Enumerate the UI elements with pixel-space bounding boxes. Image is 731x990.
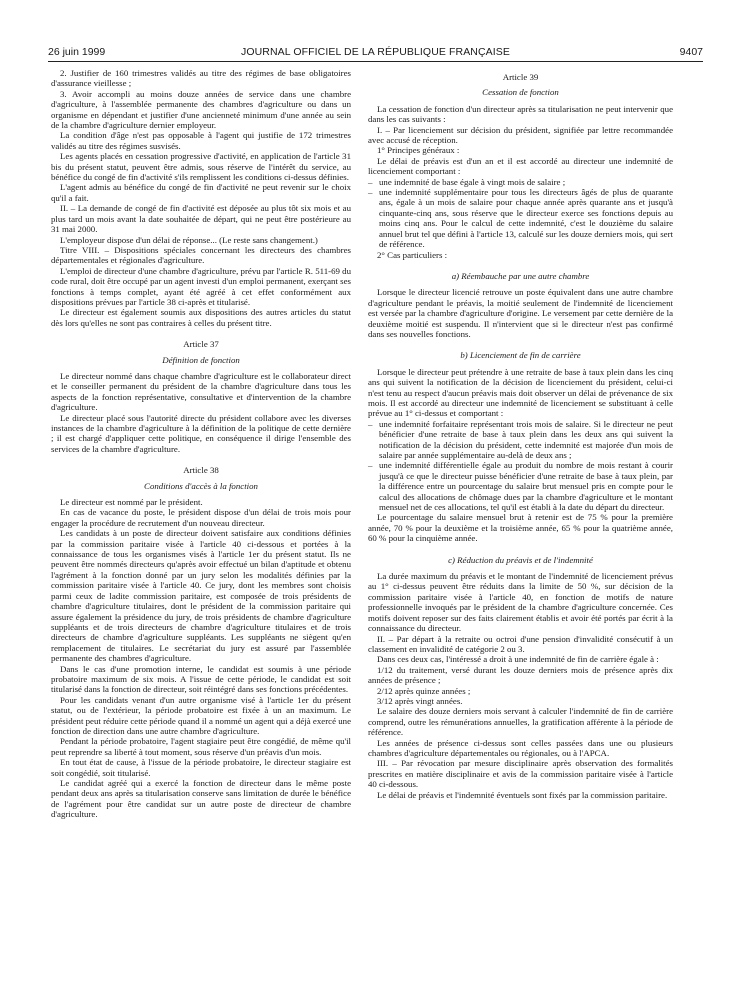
paragraph: Pendant la période probatoire, l'agent stagiaire peut être congédié, de même qu'il peut reprendre sa liberté à tout moment, sous réserve d'un préavis d'un mois. [51, 736, 351, 757]
paragraph: 2/12 après quinze années ; [377, 685, 471, 696]
article-38-subtitle: Conditions d'accès à la fonction [144, 480, 258, 491]
paragraph: 1° Principes généraux : [377, 145, 460, 156]
paragraph: Le pourcentage du salaire mensuel brut à retenir est de 75 % pour la première année, 70 % pour la deuxième et la troisième année, 65 % pour la quatrième année, 60 % pour la cinquième année. [368, 512, 673, 544]
paragraph: Le salaire des douze derniers mois servant à calculer l'indemnité de fin de carrière comprend, outre les rémunérations annuelles, la gratification afférente à la période de référence. [368, 706, 673, 738]
paragraph: III. – Par révocation par mesure disciplinaire après observation des formalités prescrites en matière disciplinaire et avis de la commission paritaire visée à l'article 40 ci-dessous. [368, 758, 673, 790]
section-c-heading: c) Réduction du préavis et de l'indemnité [448, 554, 593, 565]
article-38-heading: Article 38 [183, 465, 219, 476]
right-column [368, 68, 673, 800]
paragraph: Lorsque le directeur peut prétendre à une retraite de base à taux plein dans les cinq ans qui suivent la notification de la décision de licenciement du président, celui-ci n'est tenu au respect d'aucun préavis mais doit observer un délai de prévenance de six mois. Il est accordé au directeur une indemnité de licenciement se substituant à celle prévue au 1° ci-dessus et comportant : [368, 366, 673, 419]
list-item: – une indemnité forfaitaire représentant trois mois de salaire. Si le directeur ne peut bénéficier d'une retraite de base à taux plein dans les deux ans qui suivent la notification de la décision du président, cette indemnité est majorée d'un mois de salaire par année supplémentaire au-delà de deux ans ; [368, 419, 673, 461]
list-item: – une indemnité de base égale à vingt mois de salaire ; [368, 177, 673, 187]
paragraph: 3/12 après vingt années. [377, 695, 463, 706]
header-date: 26 juin 1999 [48, 46, 106, 58]
indemnity-list [368, 177, 673, 250]
section-a-heading: a) Réembauche par une autre chambre [451, 270, 590, 281]
paragraph: Le candidat agréé qui a exercé la fonction de directeur dans le même poste pendant deux ans après sa titularisation conserve sans limitation de durée le bénéfice de l'agrément pour être candidat sur un autre poste de directeur de chambre d'agriculture. [51, 778, 351, 820]
paragraph: Pour les candidats venant d'un autre organisme visé à l'article 1er du présent statut, ou de l'extérieur, la période probatoire est fixée à un an maximum. Le président peut réduire cette période quand il a nommé un agent qui a déjà exercé une fonction de direction dans une autre chambre d'agriculture. [51, 694, 351, 736]
page-header [48, 46, 703, 60]
header-journal-title: JOURNAL OFFICIEL DE LA RÉPUBLIQUE FRANÇAISE [241, 46, 510, 58]
article-39-subtitle: Cessation de fonction [482, 87, 559, 98]
paragraph: II. – Par départ à la retraite ou octroi d'une pension d'invalidité consécutif à un classement en invalidité de catégorie 2 ou 3. [368, 633, 673, 654]
paragraph: I. – Par licenciement sur décision du président, signifiée par lettre recommandée avec accusé de réception. [368, 124, 673, 146]
article-37-subtitle: Définition de fonction [162, 354, 240, 365]
end-of-career-list [368, 419, 673, 513]
paragraph: Lorsque le directeur licencié retrouve un poste équivalent dans une autre chambre d'agriculture pendant le préavis, la moitié seulement de l'indemnité de licenciement est versée par la chambre d'agriculture d'origine. Le versement par cette dernière de la deuxième moitié est suspendu. Il n'intervient que si le directeur n'est pas confirmé dans ses nouvelles fonctions. [368, 287, 673, 339]
paragraph: 3. Avoir accompli au moins douze années de service dans une chambre d'agriculture, à l'assemblée permanente des chambres d'agriculture ou dans un organisme en dépendant et justifier d'une ancienneté minimum d'une année au sein de la chambre d'agriculture dernier employeur. [51, 88, 351, 131]
paragraph: Le directeur est nommé par le président. [60, 497, 203, 508]
paragraph: L'agent admis au bénéfice du congé de fin d'activité ne peut revenir sur le choix qu'il a fait. [51, 182, 351, 203]
paragraph: La cessation de fonction d'un directeur après sa titularisation ne peut intervenir que dans les cas suivants : [368, 103, 673, 125]
paragraph: En cas de vacance du poste, le président dispose d'un délai de trois mois pour engager la procédure de recrutement d'un nouveau directeur. [51, 507, 351, 528]
paragraph: Le délai de préavis et l'indemnité éventuels sont fixés par la commission paritaire. [377, 789, 668, 800]
article-39-heading: Article 39 [502, 72, 539, 82]
paragraph: Dans ces deux cas, l'intéressé a droit à une indemnité de fin de carrière égale à : [377, 654, 659, 665]
paragraph: Dans le cas d'une promotion interne, le candidat est soumis à une période probatoire maximum de six mois. A l'issue de cette période, le candidat est soit titularisé dans la fonction de directeur, soit réintégré dans ses fonctions précédentes. [51, 663, 351, 695]
list-item: – une indemnité différentielle égale au produit du nombre de mois restant à courir jusqu'à ce que le directeur puisse bénéficier d'une retraite de base à taux plein, par la différence entre un pourcentage du salaire brut mensuel pris en compte pour le calcul des allocations de chômage dues par la chambre d'agriculture et le montant mensuel net de ces allocations, tel qu'il est établi à la date du départ du directeur. [368, 460, 673, 512]
header-rule [48, 61, 703, 62]
paragraph: Le directeur est également soumis aux dispositions des autres articles du statut dès lors qu'elles ne sont pas contraires à celles du présent titre. [51, 307, 351, 328]
paragraph: La durée maximum du préavis et le montant de l'indemnité de licenciement prévus au 1° ci-dessus peuvent être réduits dans la limite de 50 %, sur décision de la commission paritaire visée à l'article 40, en fonction de motifs de nature professionnelle invoqués par le président de la chambre d'agriculture concernée. Ces motifs doivent reposer sur des faits clairement établis et avoir été portés par écrit à la connaissance du directeur. [368, 571, 673, 634]
paragraph: La condition d'âge n'est pas opposable à l'agent qui justifie de 172 trimestres validés au titre des régimes susvisés. [51, 130, 351, 151]
paragraph: En tout état de cause, à l'issue de la période probatoire, le directeur stagiaire est soit congédié, soit titularisé. [51, 757, 351, 778]
section-b-heading: b) Licenciement de fin de carrière [460, 350, 581, 361]
article-37-heading: Article 37 [183, 339, 219, 350]
paragraph: 2. Justifier de 160 trimestres validés au titre des régimes de base obligatoires d'assurance vieillesse ; [51, 68, 351, 89]
header-page-number: 9407 [679, 46, 703, 58]
paragraph: Les années de présence ci-dessus sont celles passées dans une ou plusieurs chambres d'agriculture départementales ou régionales, ou à l'APCA. [368, 737, 673, 758]
paragraph: Le directeur placé sous l'autorité directe du président collabore avec les diverses instances de la chambre d'agriculture à la définition de la politique de cette dernière ; il est chargé d'appliquer cette politique, en conséquence il dirige l'ensemble des services de la chambre d'agriculture. [51, 412, 351, 454]
paragraph: L'employeur dispose d'un délai de réponse... (Le reste sans changement.) [60, 234, 318, 245]
left-column [51, 68, 351, 820]
paragraph: Titre VIII. – Dispositions spéciales concernant les directeurs des chambres départementales et régionales d'agriculture. [51, 244, 351, 266]
paragraph: Les candidats à un poste de directeur doivent satisfaire aux conditions définies par la commission paritaire visée à l'article 40 ci-dessous et portées à la connaissance de tous les organismes visés à l'article 1er du présent statut. Ils ne peuvent être nommés directeurs qu'après avoir effectué un bilan d'aptitude et obtenu l'agrément à la fonction donné par un jury selon les modalités définies par la commission paritaire visée à l'article 40. Ce jury, dont les membres sont choisis parmi ceux de ladite commission paritaire, est composée de trois présidents de chambre d'agriculture titulaires, dont le président de la commission paritaire qui assure également la présidence du jury, de trois présidents de chambre d'agriculture suppléants et de trois directeurs de chambre d'agriculture titulaires et de trois directeurs de chambre d'agriculture suppléants. Les suppléants ne siègent qu'en remplacement de titulaires. Le secrétariat du jury est assuré par l'assemblée permanente des chambres d'agriculture. [51, 528, 351, 664]
paragraph: Le délai de préavis est d'un an et il est accordé au directeur une indemnité de licenciement comportant : [368, 155, 673, 177]
list-item: – une indemnité supplémentaire pour tous les directeurs âgés de plus de quarante ans, égale à un mois de salaire pour chaque année après quarante ans et jusqu'à cinquante-cinq ans, sous réserve que le directeur exerce ses fonctions depuis au moins cinq ans. Pour le calcul de cette indemnité, c'est le douzième du salaire annuel brut tel que défini à l'article 13, calculé sur les douze derniers mois, qui sert de référence. [368, 187, 673, 249]
paragraph: Le directeur nommé dans chaque chambre d'agriculture est le collaborateur direct et le conseiller permanent du président de la chambre d'agriculture dans tous les aspects de la fonction représentative, consultative et d'intervention de la chambre d'agriculture. [51, 370, 351, 413]
paragraph: 1/12 du traitement, versé durant les douze derniers mois de présence après dix années de présence ; [368, 664, 673, 686]
paragraph: II. – La demande de congé de fin d'activité est déposée au plus tôt six mois et au plus tard un mois avant la date souhaitée de départ, qui ne peut être postérieure au 31 mai 2000. [51, 203, 351, 235]
paragraph: Les agents placés en cessation progressive d'activité, en application de l'article 31 bis du présent statut, peuvent être admis, sous réserve de l'intérêt du service, au bénéfice du congé de fin d'activité s'ils remplissent les conditions ci-dessus définies. [51, 151, 351, 183]
paragraph: 2° Cas particuliers : [377, 249, 448, 260]
paragraph: L'emploi de directeur d'une chambre d'agriculture, prévu par l'article R. 511-69 du code rural, doit être occupé par un agent investi d'un emploi permanent, exerçant ses fonctions à temps complet, ayant été agréé à cet effet conformément aux dispositions prévues par l'article 38 ci-après et titularisé. [51, 265, 351, 307]
